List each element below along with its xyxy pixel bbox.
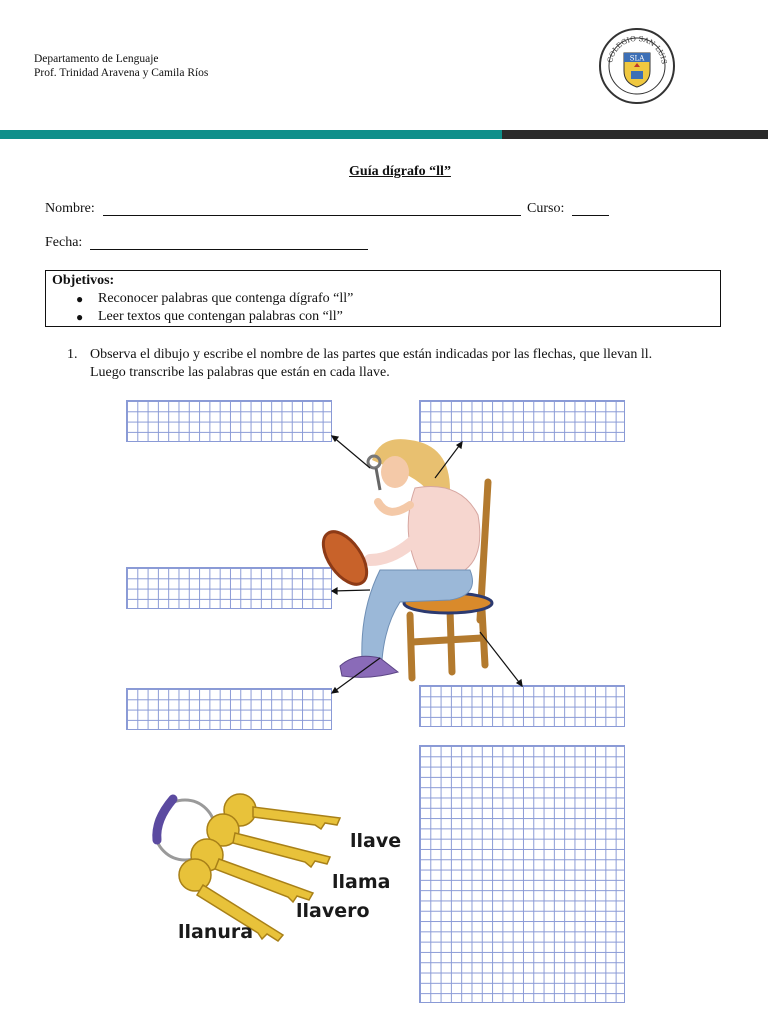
fecha-label: Fecha: [45,235,83,250]
nombre-label: Nombre: [45,201,95,216]
transcription-grid[interactable] [419,745,625,1003]
curso-field[interactable] [572,203,609,216]
key-word-llanura: llanura [178,921,254,943]
worksheet-title: Guía dígrafo “ll” [349,164,451,179]
nombre-field[interactable] [103,203,521,216]
instruction-line-1: Observa el dibujo y escribe el nombre de las partes que están indicadas por las flechas, que llevan ll. [90,347,653,362]
girl-illustration [300,410,530,700]
logo-ring-text: COLEGIO SAN LUIS [606,34,668,65]
teal-header-bar [0,130,502,139]
school-logo [598,27,676,105]
department-name: Departamento de Lenguaje [34,53,159,65]
curso-label: Curso: [527,201,565,216]
logo-monogram: SLA [629,54,645,63]
bullet-icon: ● [76,310,84,324]
teachers-name: Prof. Trinidad Aravena y Camila Ríos [34,67,209,79]
instruction-number: 1. [67,347,78,362]
dark-header-bar [502,130,768,139]
key-word-llama: llama [332,871,391,893]
bullet-icon: ● [76,292,84,306]
objective-item: Reconocer palabras que contenga dígrafo “ll” [98,291,354,306]
fecha-field[interactable] [90,237,368,250]
objectives-heading: Objetivos: [52,273,115,288]
key-word-llave: llave [350,830,402,852]
instruction-line-2: Luego transcribe las palabras que están en cada llave. [90,365,390,380]
key-word-llavero: llavero [296,900,370,922]
objective-item: Leer textos que contengan palabras con “ll” [98,309,343,324]
objectives-box [45,270,721,327]
